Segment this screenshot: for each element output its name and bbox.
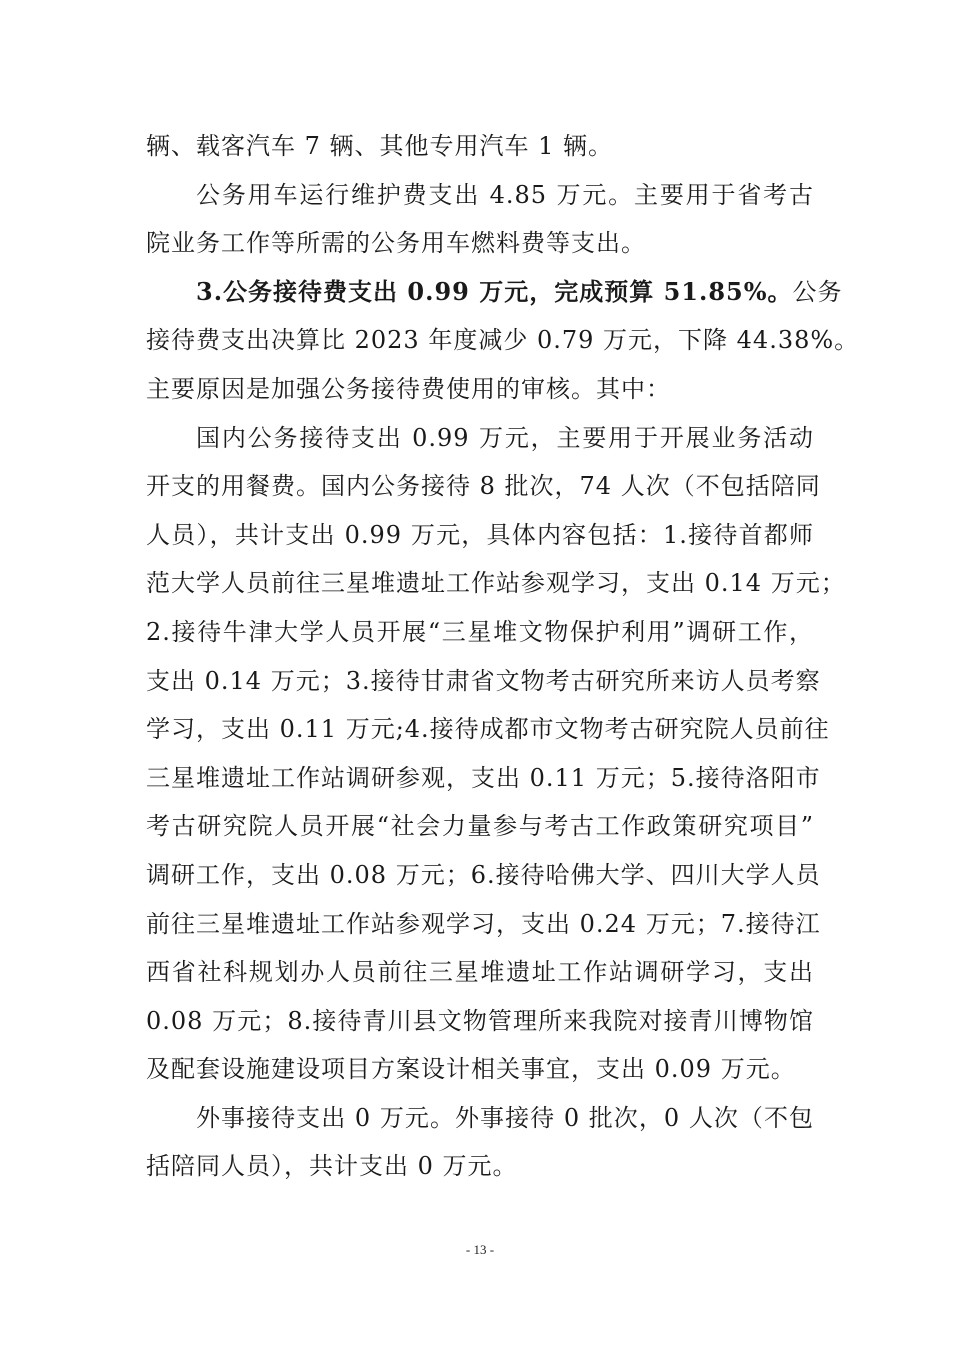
document-body: [146, 122, 860, 1191]
text-line: 2.接待牛津大学人员开展“三星堆文物保护利用”调研工作，: [146, 617, 814, 646]
text-line: 范大学人员前往三星堆遗址工作站参观学习，支出 0.14 万元；: [146, 569, 846, 598]
text-line: 及配套设施建设项目方案设计相关事宜，支出 0.09 万元。: [146, 1055, 796, 1084]
text-line: 主要原因是加强公务接待费使用的审核。其中：: [146, 374, 671, 403]
text-line: 开支的用餐费。国内公务接待 8 批次，74 人次（不包括陪同: [146, 472, 821, 501]
text-line: 辆、载客汽车 7 辆、其他专用汽车 1 辆。: [146, 132, 614, 160]
section-heading-line: [146, 268, 843, 317]
text-line: 三星堆遗址工作站调研参观，支出 0.11 万元；5.接待洛阳市: [146, 763, 821, 792]
text-line: 调研工作，支出 0.08 万元；6.接待哈佛大学、四川大学人员: [146, 860, 821, 889]
section-heading: 3.公务接待费支出 0.99 万元，完成预算 51.85%。: [196, 276, 793, 306]
page-number: - 13 -: [465, 1242, 495, 1257]
paragraph-start: 国内公务接待支出 0.99 万元，主要用于开展业务活动: [196, 423, 814, 452]
text-line: 0.08 万元；8.接待青川县文物管理所来我院对接青川博物馆: [146, 1006, 814, 1035]
text-line: 括陪同人员），共计支出 0 万元。: [146, 1152, 518, 1181]
paragraph-start: 公务用车运行维护费支出 4.85 万元。主要用于省考古: [196, 180, 814, 209]
section-heading-continuation: 公务: [792, 277, 843, 306]
text-line: 接待费支出决算比 2023 年度减少 0.79 万元，下降 44.38%。: [146, 326, 860, 355]
paragraph-start: 外事接待支出 0 万元。外事接待 0 批次，0 人次（不包: [196, 1103, 814, 1132]
text-line: 西省社科规划办人员前往三星堆遗址工作站调研学习，支出: [146, 958, 814, 987]
text-line: 学习，支出 0.11 万元;4.接待成都市文物考古研究院人员前往: [146, 715, 830, 744]
text-line: 前往三星堆遗址工作站参观学习，支出 0.24 万元；7.接待江: [146, 909, 821, 938]
text-line: 考古研究院人员开展“社会力量参与考古工作政策研究项目”: [146, 812, 814, 841]
text-line: 支出 0.14 万元；3.接待甘肃省文物考古研究所来访人员考察: [146, 666, 821, 695]
text-line: 院业务工作等所需的公务用车燃料费等支出。: [146, 229, 646, 258]
text-line: 人员），共计支出 0.99 万元，具体内容包括：1.接待首都师: [146, 520, 814, 549]
